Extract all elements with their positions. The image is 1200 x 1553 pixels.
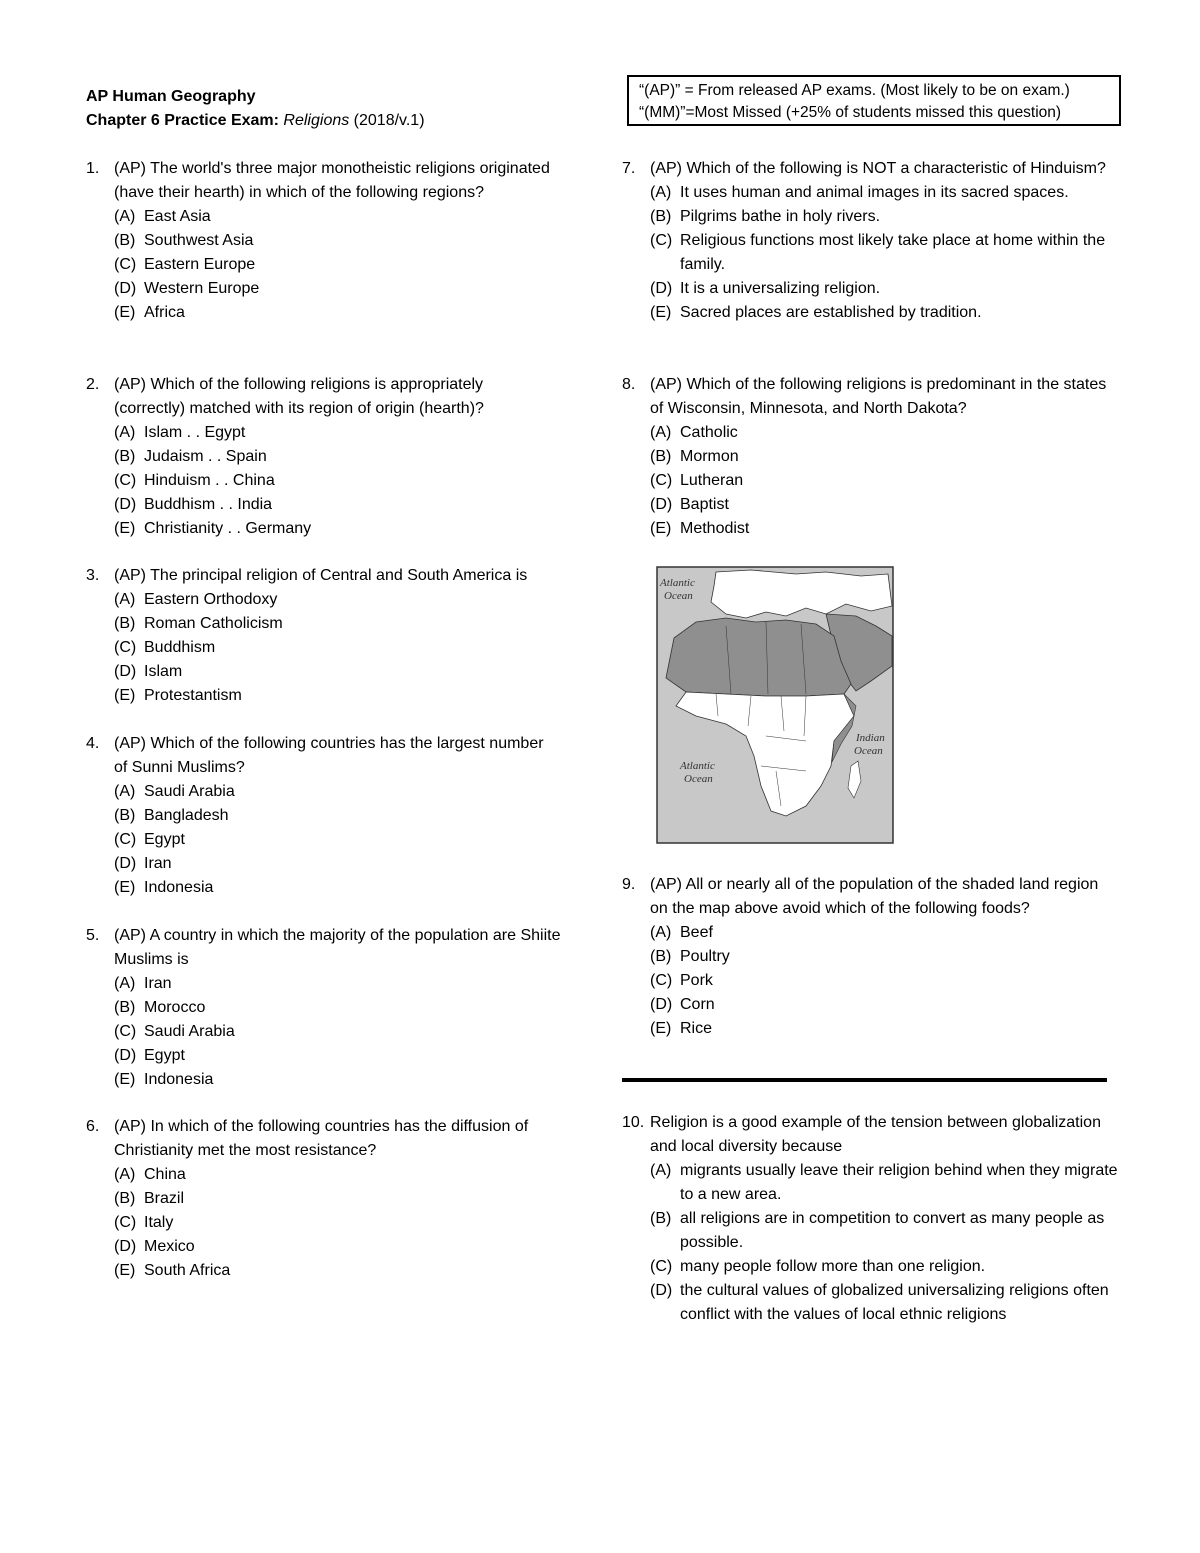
option-letter: (A) [650,1162,672,1179]
option-letter: (A) [650,424,672,441]
question-stem [86,732,556,780]
question-text: (AP) Which of the following countries has the largest number of Sunni Muslims? [114,735,544,776]
option-letter: (C) [114,472,137,489]
option-text: Iran [144,975,172,992]
answer-option [86,1211,576,1235]
option-text: Mormon [680,448,739,465]
option-letter: (E) [114,879,136,896]
answer-option [622,421,1112,445]
question-4 [86,732,556,900]
option-letter: (C) [114,639,137,656]
option-letter: (B) [114,232,136,249]
answer-option [86,972,586,996]
option-letter: (E) [114,1071,136,1088]
answer-option [86,301,578,325]
option-text: Beef [680,924,713,941]
option-text: Buddhism . . India [144,496,273,513]
option-text: Western Europe [144,280,260,297]
answer-option [86,469,546,493]
answer-option [86,229,578,253]
question-text: (AP) Which of the following religions is predominant in the states of Wisconsin, Minnesota, and North Dakota? [650,376,1107,417]
option-text: It is a universalizing religion. [680,280,881,297]
course-title: AP Human Geography [86,88,256,105]
option-letter: (D) [114,1238,137,1255]
question-3 [86,564,586,708]
option-text: Southwest Asia [144,232,254,249]
answer-option [86,517,546,541]
option-letter: (B) [114,615,136,632]
option-letter: (D) [114,496,137,513]
option-letter: (D) [114,1047,137,1064]
option-letter: (E) [650,520,672,537]
answer-option [622,301,1122,325]
section-divider [622,1078,1107,1082]
answer-option [86,253,578,277]
answer-option [86,445,546,469]
option-letter: (C) [650,232,673,249]
question-number: 10. [622,1114,645,1131]
option-letter: (B) [650,448,672,465]
option-text: Islam [144,663,183,680]
question-6 [86,1115,576,1283]
option-text: Iran [144,855,172,872]
option-text: Morocco [144,999,206,1016]
answer-option [86,421,546,445]
answer-option [86,876,556,900]
question-text: (AP) All or nearly all of the population of the shaded land region on the map above avoid which of the following foods? [650,876,1099,917]
option-letter: (B) [650,1210,672,1227]
option-text: Brazil [144,1190,185,1207]
option-letter: (A) [114,591,136,608]
option-letter: (A) [650,184,672,201]
answer-option [622,969,1112,993]
answer-option [86,1044,586,1068]
answer-option [622,921,1112,945]
option-text: Catholic [680,424,738,441]
answer-option [622,469,1112,493]
question-text: (AP) Which of the following is NOT a characteristic of Hinduism? [650,160,1106,177]
question-stem [86,924,586,972]
answer-option [622,1279,1122,1327]
answer-option [622,1017,1112,1041]
answer-option [86,1163,576,1187]
option-text: Methodist [680,520,750,537]
question-text: Religion is a good example of the tension between globalization and local diversity because [650,1114,1101,1155]
option-text: Roman Catholicism [144,615,283,632]
option-text: Islam . . Egypt [144,424,246,441]
question-10 [622,1111,1122,1327]
answer-option [86,277,578,301]
option-text: Saudi Arabia [144,1023,235,1040]
option-text: Religious functions most likely take place at home within the family. [680,232,1106,273]
option-text: Egypt [144,1047,185,1064]
option-text: Pork [680,972,713,989]
option-text: Christianity . . Germany [144,520,312,537]
option-letter: (A) [114,208,136,225]
option-text: South Africa [144,1262,231,1279]
answer-option [86,852,556,876]
africa-map [656,566,894,844]
question-7 [622,157,1122,325]
question-stem [86,1115,576,1163]
question-5 [86,924,586,1092]
option-letter: (B) [114,807,136,824]
answer-option [86,1020,586,1044]
option-letter: (A) [114,1166,136,1183]
option-letter: (E) [114,304,136,321]
answer-option [86,1068,586,1092]
question-text: (AP) The world's three major monotheistic religions originated (have their hearth) in which of the following regions? [114,160,550,201]
answer-option [86,660,586,684]
question-number: 5. [86,927,100,944]
option-text: Baptist [680,496,729,513]
question-text: (AP) A country in which the majority of the population are Shiite Muslims is [114,927,561,968]
option-text: Rice [680,1020,713,1037]
question-number: 6. [86,1118,100,1135]
question-stem [86,157,578,205]
option-letter: (C) [650,1258,673,1275]
option-text: Hinduism . . China [144,472,275,489]
option-letter: (A) [650,924,672,941]
answer-option [86,612,586,636]
option-text: Eastern Orthodoxy [144,591,278,608]
question-stem [622,373,1112,421]
option-text: Egypt [144,831,185,848]
option-letter: (A) [114,424,136,441]
option-text: Eastern Europe [144,256,256,273]
answer-option [622,277,1122,301]
answer-option [622,229,1122,277]
question-stem [86,564,586,588]
answer-option [86,636,586,660]
option-text: Indonesia [144,1071,214,1088]
legend-mm: “(MM)”=Most Missed (+25% of students missed this question) [639,104,1062,121]
option-letter: (B) [114,1190,136,1207]
option-letter: (D) [114,280,137,297]
option-letter: (B) [650,948,672,965]
question-2 [86,373,546,541]
question-stem [622,157,1122,181]
option-text: Indonesia [144,879,214,896]
option-text: the cultural values of globalized universalizing religions often conflict with the values of local ethnic religions [680,1282,1109,1323]
option-letter: (D) [650,280,673,297]
option-text: Protestantism [144,687,242,704]
option-letter: (C) [114,1214,137,1231]
option-text: It uses human and animal images in its sacred spaces. [680,184,1069,201]
legend-ap: “(AP)” = From released AP exams. (Most likely to be on exam.) [639,82,1070,99]
map-label-indian: Indian Ocean [854,732,885,757]
option-text: Mexico [144,1238,195,1255]
option-letter: (D) [650,1282,673,1299]
answer-option [86,205,578,229]
answer-option [86,684,586,708]
question-text: (AP) In which of the following countries has the diffusion of Christianity met the most resistance? [114,1118,529,1159]
option-text: Italy [144,1214,174,1231]
option-letter: (C) [114,256,137,273]
option-letter: (C) [114,1023,137,1040]
answer-option [622,517,1112,541]
option-text: all religions are in competition to convert as many people as possible. [680,1210,1105,1251]
option-letter: (B) [650,208,672,225]
question-8 [622,373,1112,541]
option-text: Judaism . . Spain [144,448,267,465]
option-letter: (D) [114,855,137,872]
option-letter: (B) [114,999,136,1016]
option-text: Pilgrims bathe in holy rivers. [680,208,881,225]
answer-option [622,1159,1122,1207]
option-text: China [144,1166,186,1183]
answer-option [86,780,556,804]
option-text: Saudi Arabia [144,783,235,800]
option-letter: (A) [114,783,136,800]
option-letter: (D) [114,663,137,680]
option-letter: (C) [650,472,673,489]
answer-option [86,1187,576,1211]
answer-option [86,996,586,1020]
option-letter: (C) [114,831,137,848]
option-letter: (E) [650,304,672,321]
answer-option [622,945,1112,969]
question-number: 4. [86,735,100,752]
option-text: East Asia [144,208,211,225]
option-text: Poultry [680,948,730,965]
option-letter: (D) [650,496,673,513]
option-text: Lutheran [680,472,744,489]
answer-option [622,445,1112,469]
answer-option [622,205,1122,229]
map-label-atlantic-top: Atlantic Ocean [660,577,695,602]
option-letter: (E) [114,687,136,704]
answer-option [622,993,1112,1017]
option-letter: (A) [114,975,136,992]
exam-title: Chapter 6 Practice Exam: Religions (2018/v.1) [86,112,425,129]
map-label-atlantic-bottom: Atlantic Ocean [680,760,715,785]
question-number: 7. [622,160,636,177]
option-letter: (B) [114,448,136,465]
question-number: 1. [86,160,100,177]
question-stem [622,873,1112,921]
answer-option [86,1259,576,1283]
answer-option [86,804,556,828]
question-stem [622,1111,1122,1159]
exam-header [86,85,425,133]
question-text: (AP) The principal religion of Central and South America is [114,567,528,584]
answer-option [86,1235,576,1259]
question-stem [86,373,546,421]
option-letter: (E) [114,520,136,537]
option-letter: (D) [650,996,673,1013]
option-text: Sacred places are established by tradition. [680,304,982,321]
option-letter: (E) [650,1020,672,1037]
question-number: 9. [622,876,636,893]
answer-option [622,493,1112,517]
question-number: 8. [622,376,636,393]
answer-option [86,493,546,517]
option-text: migrants usually leave their religion behind when they migrate to a new area. [680,1162,1118,1203]
answer-option [86,828,556,852]
question-1 [86,157,578,325]
option-text: many people follow more than one religion. [680,1258,986,1275]
answer-option [622,1255,1122,1279]
exam-topic: Religions [283,112,350,129]
map-north-africa-shaded [666,618,851,696]
question-9 [622,873,1112,1041]
answer-option [622,1207,1122,1255]
option-text: Buddhism [144,639,216,656]
question-text: (AP) Which of the following religions is appropriately (correctly) matched with its region of origin (hearth)? [114,376,484,417]
answer-option [622,181,1122,205]
option-text: Corn [680,996,715,1013]
question-number: 3. [86,567,100,584]
question-number: 2. [86,376,100,393]
option-text: Africa [144,304,185,321]
option-letter: (E) [114,1262,136,1279]
option-text: Bangladesh [144,807,229,824]
legend-box [627,75,1121,126]
answer-option [86,588,586,612]
option-letter: (C) [650,972,673,989]
